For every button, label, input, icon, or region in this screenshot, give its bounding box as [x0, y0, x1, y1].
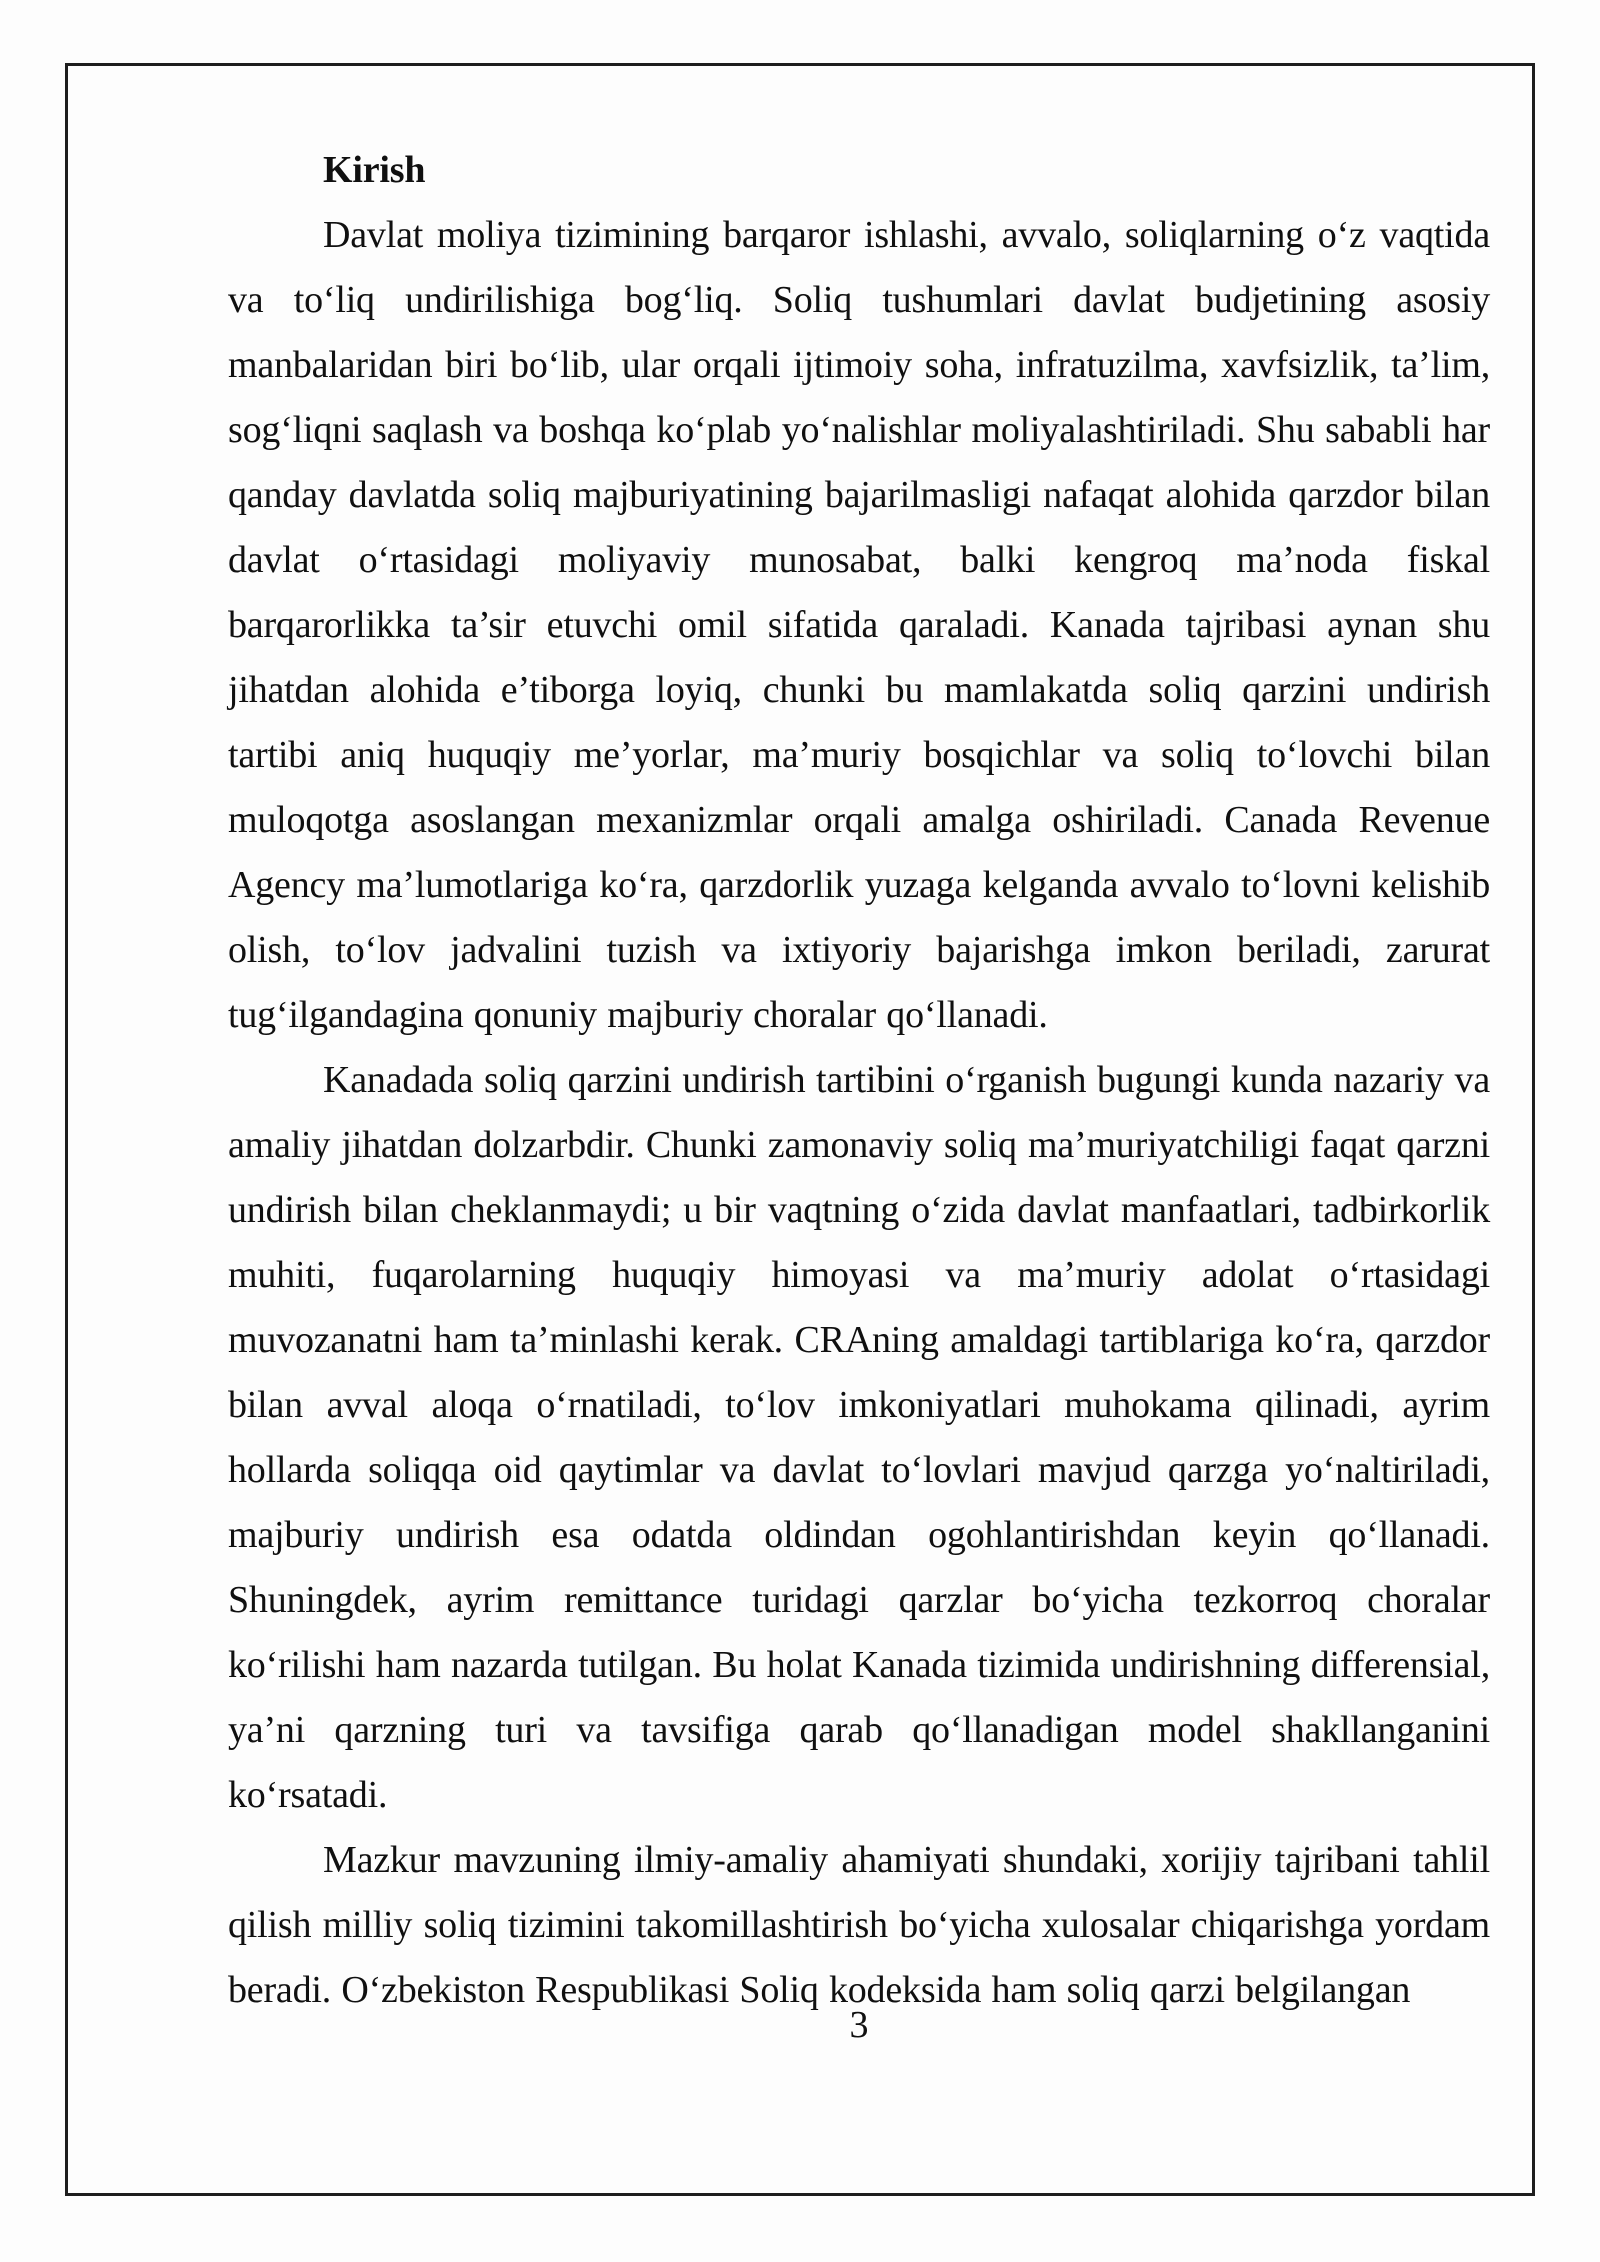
- page-number: 3: [849, 2004, 869, 2046]
- paragraph: Davlat moliya tizimining barqaror ishlashi, avvalo, soliqlarning oʻz vaqtida va toʻliq undirilishiga bogʻliq. Soliq tushumlari davlat budjetining asosiy manbalaridan biri boʻlib, ular orqali ijtimoiy soha, infratuzilma, xavfsizlik, ta’lim, sogʻliqni saqlash va boshqa koʻplab yoʻnalishlar moliyalashtiriladi. Shu sababli har qanday davlatda soliq majburiyatining bajarilmasligi nafaqat alohida qarzdor bilan davlat oʻrtasidagi moliyaviy munosabat, balki kengroq ma’noda fiskal barqarorlikka ta’sir etuvchi omil sifatida qaraladi. Kanada tajribasi aynan shu jihatdan alohida e’tiborga loyiq, chunki bu mamlakatda soliq qarzini undirish tartibi aniq huquqiy me’yorlar, ma’muriy bosqichlar va soliq toʻlovchi bilan muloqotga asoslangan mexanizmlar orqali amalga oshiriladi. Canada Revenue Agency ma’lumotlariga koʻra, qarzdorlik yuzaga kelganda avvalo toʻlovni kelishib olish, toʻlov jadvalini tuzish va ixtiyoriy bajarishga imkon beriladi, zarurat tugʻilgandagina qonuniy majburiy choralar qoʻllanadi.: [228, 214, 1490, 1036]
- paragraph: Mazkur mavzuning ilmiy-amaliy ahamiyati shundaki, xorijiy tajribani tahlil qilish milliy soliq tizimini takomillashtirish boʻyicha xulosalar chiqarishga yordam beradi. Oʻzbekiston Respublikasi Soliq kodeksida ham soliq qarzi belgilangan: [228, 1839, 1490, 2011]
- paragraph: Kanadada soliq qarzini undirish tartibini oʻrganish bugungi kunda nazariy va amaliy jihatdan dolzarbdir. Chunki zamonaviy soliq ma’muriyatchiligi faqat qarzni undirish bilan cheklanmaydi; u bir vaqtning oʻzida davlat manfaatlari, tadbirkorlik muhiti, fuqarolarning huquqiy himoyasi va ma’muriy adolat oʻrtasidagi muvozanatni ham ta’minlashi kerak. CRAning amaldagi tartiblariga koʻra, qarzdor bilan avval aloqa oʻrnatiladi, toʻlov imkoniyatlari muhokama qilinadi, ayrim hollarda soliqqa oid qaytimlar va davlat toʻlovlari mavjud qarzga yoʻnaltiriladi, majburiy undirish esa odatda oldindan ogohlantirishdan keyin qoʻllanadi. Shuningdek, ayrim remittance turidagi qarzlar boʻyicha tezkorroq choralar koʻrilishi ham nazarda tutilgan. Bu holat Kanada tizimida undirishning differensial, ya’ni qarzning turi va tavsifiga qarab qoʻllanadigan model shakllanganini koʻrsatadi.: [228, 1059, 1490, 1816]
- section-title: Kirish: [323, 149, 426, 191]
- text-block: [228, 138, 1490, 2023]
